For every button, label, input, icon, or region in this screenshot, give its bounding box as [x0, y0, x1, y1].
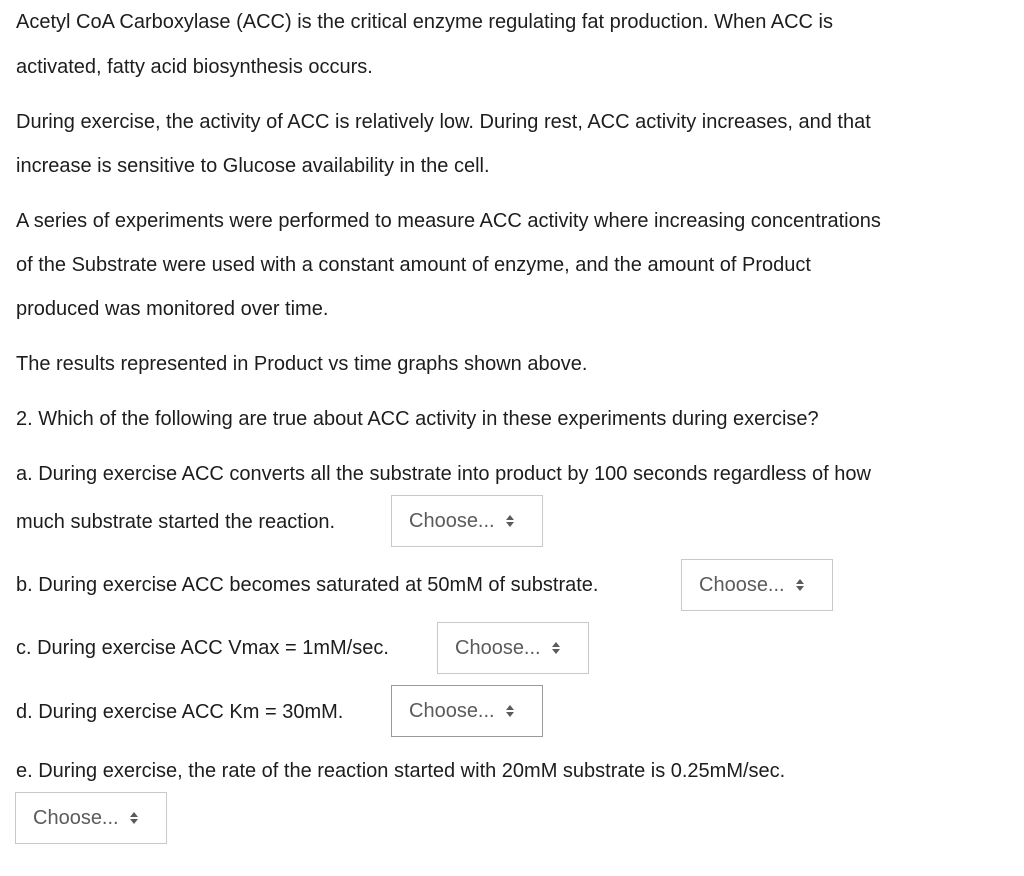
- item-a-text-line-1: a. During exercise ACC converts all the substrate into product by 100 seconds regardless of how: [16, 463, 871, 485]
- item-c-answer-select[interactable]: [437, 622, 589, 674]
- item-e-text: e. During exercise, the rate of the reaction started with 20mM substrate is 0.25mM/sec.: [16, 760, 786, 782]
- exercise-text-line-2: increase is sensitive to Glucose availability in the cell.: [16, 155, 490, 177]
- experiment-text-line-1: A series of experiments were performed to measure ACC activity where increasing concentrations: [16, 210, 881, 232]
- up-down-arrows-icon: [505, 704, 515, 718]
- item-b-answer-select[interactable]: [681, 559, 833, 611]
- intro-text-line-1: Acetyl CoA Carboxylase (ACC) is the critical enzyme regulating fat production. When ACC is: [16, 11, 834, 33]
- item-a-select-value: Choose...: [409, 510, 495, 532]
- item-b-text: b. During exercise ACC becomes saturated at 50mM of substrate.: [16, 574, 599, 596]
- experiment-text-line-2: of the Substrate were used with a constant amount of enzyme, and the amount of Product: [16, 254, 811, 276]
- item-d-text: d. During exercise ACC Km = 30mM.: [16, 701, 344, 723]
- item-c-text: c. During exercise ACC Vmax = 1mM/sec.: [16, 637, 389, 659]
- results-text: The results represented in Product vs time graphs shown above.: [16, 353, 588, 375]
- item-c-select-value: Choose...: [455, 637, 541, 659]
- item-d-select-value: Choose...: [409, 700, 495, 722]
- question-title: 2. Which of the following are true about ACC activity in these experiments during exercise?: [16, 408, 819, 430]
- up-down-arrows-icon: [129, 811, 139, 825]
- intro-text-line-2: activated, fatty acid biosynthesis occurs.: [16, 56, 373, 78]
- item-d-answer-select[interactable]: [391, 685, 543, 737]
- item-e-select-value: Choose...: [33, 807, 119, 829]
- up-down-arrows-icon: [795, 578, 805, 592]
- exercise-text-line-1: During exercise, the activity of ACC is relatively low. During rest, ACC activity increases, and that: [16, 111, 871, 133]
- item-a-answer-select[interactable]: [391, 495, 543, 547]
- item-b-select-value: Choose...: [699, 574, 785, 596]
- item-e-answer-select[interactable]: [15, 792, 167, 844]
- item-a-text-line-2: much substrate started the reaction.: [16, 511, 336, 533]
- experiment-text-line-3: produced was monitored over time.: [16, 298, 329, 320]
- up-down-arrows-icon: [505, 514, 515, 528]
- up-down-arrows-icon: [551, 641, 561, 655]
